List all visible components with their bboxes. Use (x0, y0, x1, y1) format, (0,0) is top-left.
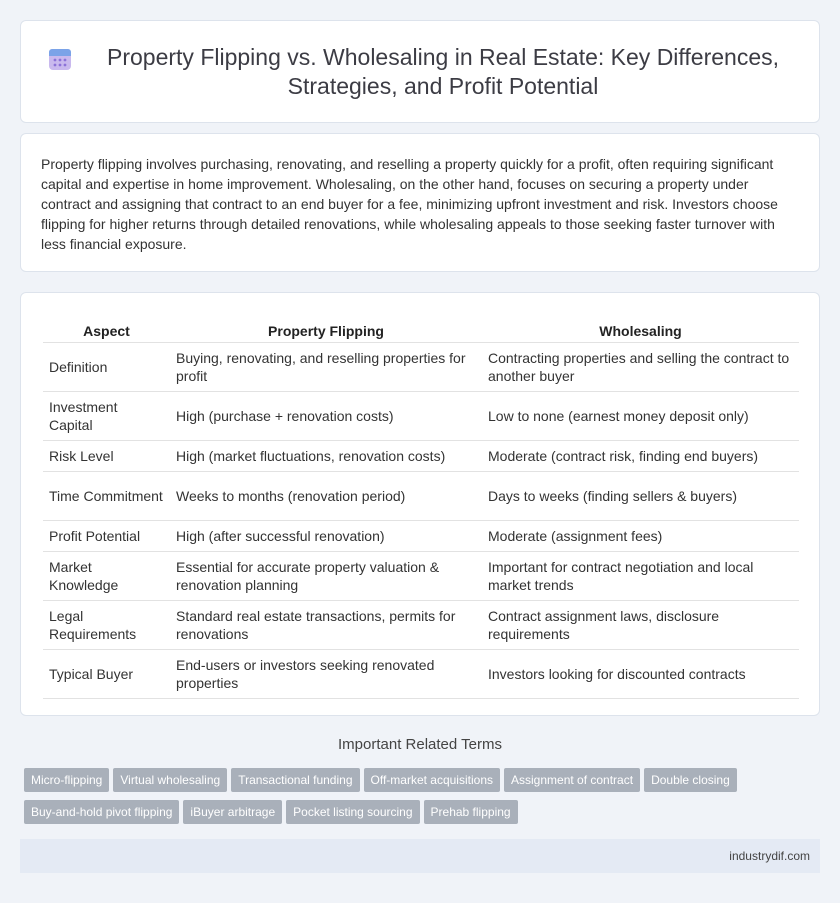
calendar-icon (47, 46, 73, 72)
table-row (43, 521, 799, 552)
table-row (43, 552, 799, 601)
row-wholesaling: Moderate (assignment fees) (482, 521, 799, 552)
header-property-flipping: Property Flipping (170, 313, 482, 343)
related-term-tag[interactable]: Virtual wholesaling (113, 768, 227, 792)
related-term-tag[interactable]: iBuyer arbitrage (183, 800, 282, 824)
row-flipping: Essential for accurate property valuation & renovation planning (170, 552, 482, 601)
title-card (20, 20, 820, 123)
row-aspect: Profit Potential (43, 521, 170, 552)
row-flipping: Standard real estate transactions, permits for renovations (170, 601, 482, 650)
row-aspect: Time Commitment (43, 472, 170, 521)
table-row (43, 441, 799, 472)
related-terms-list (24, 768, 824, 832)
header-aspect: Aspect (43, 313, 170, 343)
table-row (43, 650, 799, 699)
row-wholesaling: Contracting properties and selling the contract to another buyer (482, 343, 799, 392)
related-term-tag[interactable]: Buy-and-hold pivot flipping (24, 800, 179, 824)
intro-paragraph: Property flipping involves purchasing, renovating, and reselling a property quickly for a profit, often requiring significant capital and expertise in home improvement. Wholesaling, on the other hand, focuses on securing a property under contract and assigning that contract to an end buyer for a fee, minimizing upfront investment and risk. Investors choose flipping for higher returns through detailed renovations, while wholesaling appeals to those seeking faster turnover with less financial exposure. (41, 156, 778, 252)
row-wholesaling: Contract assignment laws, disclosure requirements (482, 601, 799, 650)
row-flipping: Buying, renovating, and reselling properties for profit (170, 343, 482, 392)
intro-card (20, 133, 820, 272)
related-terms-title: Important Related Terms (338, 736, 502, 753)
row-flipping: High (market fluctuations, renovation costs) (170, 441, 482, 472)
table-row (43, 343, 799, 392)
row-wholesaling: Low to none (earnest money deposit only) (482, 392, 799, 441)
related-term-tag[interactable]: Prehab flipping (424, 800, 518, 824)
related-term-tag[interactable]: Double closing (644, 768, 737, 792)
table-row (43, 392, 799, 441)
related-term-tag[interactable]: Micro-flipping (24, 768, 109, 792)
table-row (43, 601, 799, 650)
footer (20, 839, 820, 873)
row-wholesaling: Important for contract negotiation and local market trends (482, 552, 799, 601)
related-term-tag[interactable]: Off-market acquisitions (364, 768, 501, 792)
row-flipping: High (purchase + renovation costs) (170, 392, 482, 441)
header-wholesaling: Wholesaling (482, 313, 799, 343)
row-flipping: End-users or investors seeking renovated properties (170, 650, 482, 699)
row-aspect: Typical Buyer (43, 650, 170, 699)
row-wholesaling: Days to weeks (finding sellers & buyers) (482, 472, 799, 521)
related-term-tag[interactable]: Transactional funding (231, 768, 359, 792)
row-flipping: Weeks to months (renovation period) (170, 472, 482, 521)
row-aspect: Investment Capital (43, 392, 170, 441)
table-row (43, 472, 799, 521)
table-header-row (43, 313, 799, 343)
row-aspect: Market Knowledge (43, 552, 170, 601)
comparison-card (20, 292, 820, 716)
related-term-tag[interactable]: Pocket listing sourcing (286, 800, 419, 824)
comparison-table (43, 313, 799, 699)
footer-site-link[interactable]: industrydif.com (729, 849, 810, 863)
row-wholesaling: Investors looking for discounted contracts (482, 650, 799, 699)
row-flipping: High (after successful renovation) (170, 521, 482, 552)
row-aspect: Legal Requirements (43, 601, 170, 650)
row-wholesaling: Moderate (contract risk, finding end buyers) (482, 441, 799, 472)
related-term-tag[interactable]: Assignment of contract (504, 768, 640, 792)
row-aspect: Risk Level (43, 441, 170, 472)
row-aspect: Definition (43, 343, 170, 392)
page-title: Property Flipping vs. Wholesaling in Real Estate: Key Differences, Strategies, and Profit Potential (107, 43, 779, 99)
